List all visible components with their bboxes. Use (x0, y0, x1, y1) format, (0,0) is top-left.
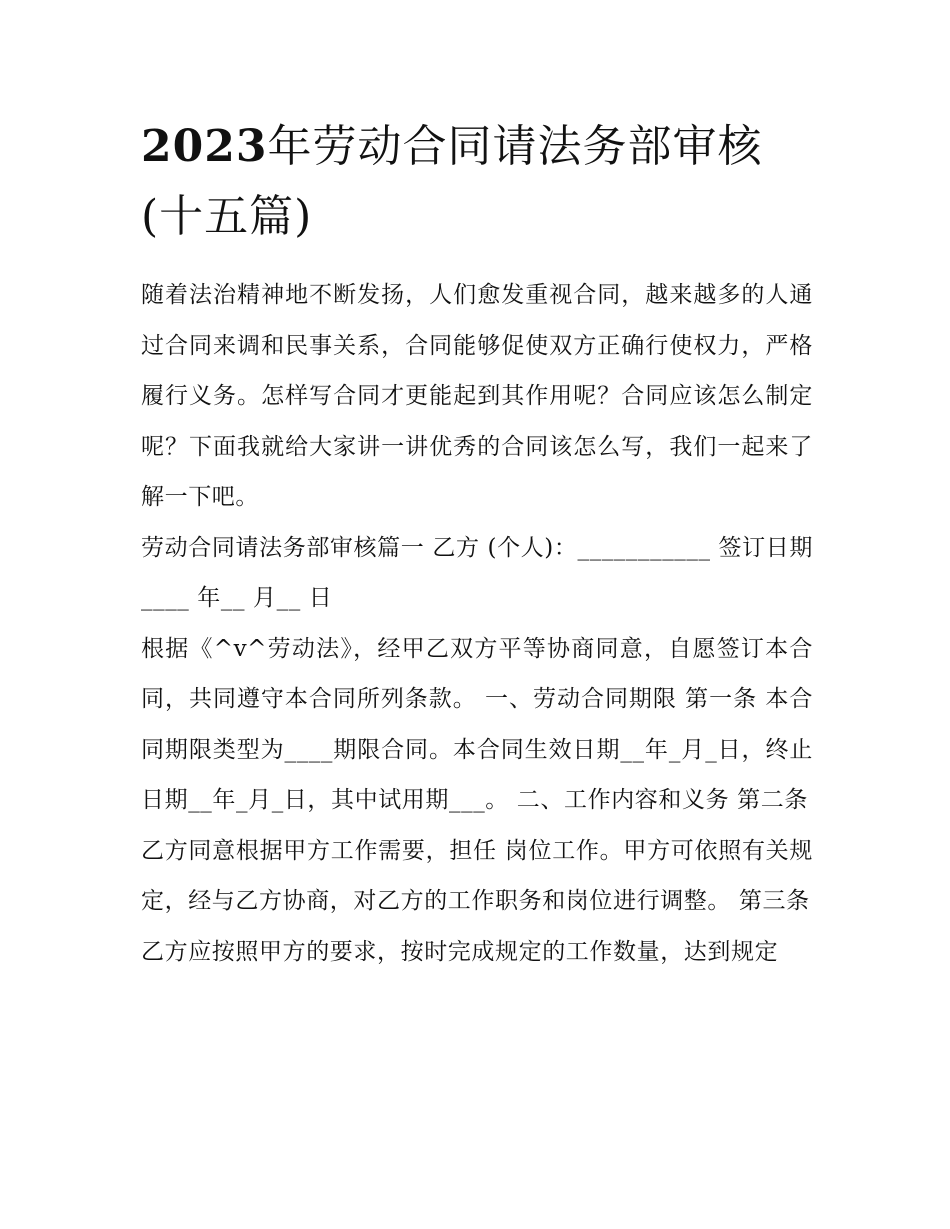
contract-term-paragraph: 根据《^v^劳动法》，经甲乙双方平等协商同意，自愿签订本合同，共同遵守本合同所列条款。 一、劳动合同期限 第一条 本合同期限类型为____期限合同。本合同生效日期__年_月_日，终止日期__年_月_日，其中试用期___。 二、工作内容和义务 第二条 (141, 635, 813, 813)
title-text: 年劳动合同请法务部审核(十五篇) (141, 121, 763, 242)
document-title (141, 112, 813, 252)
work-requirement-paragraph: 乙方应按照甲方的要求，按时完成规定的工作数量，达到规定 (141, 938, 779, 965)
party-b-paragraph: 劳动合同请法务部审核篇一 乙方 (个人)：___________ 签订日期____ 年__ 月__ 日 (141, 534, 813, 611)
document-body (141, 270, 813, 977)
job-content-paragraph: 乙方同意根据甲方工作需要，担任 岗位工作。甲方可依照有关规定，经与乙方协商，对乙方的工作职务和岗位进行调整。 第三条 (141, 837, 813, 914)
title-year: 2023 (141, 121, 268, 172)
intro-paragraph: 随着法治精神地不断发扬，人们愈发重视合同，越来越多的人通过合同来调和民事关系，合同能够促使双方正确行使权力，严格履行义务。怎样写合同才更能起到其作用呢？合同应该怎么制定呢？下面我就给大家讲一讲优秀的合同该怎么写，我们一起来了解一下吧。 (141, 282, 813, 510)
document-content (141, 112, 813, 977)
